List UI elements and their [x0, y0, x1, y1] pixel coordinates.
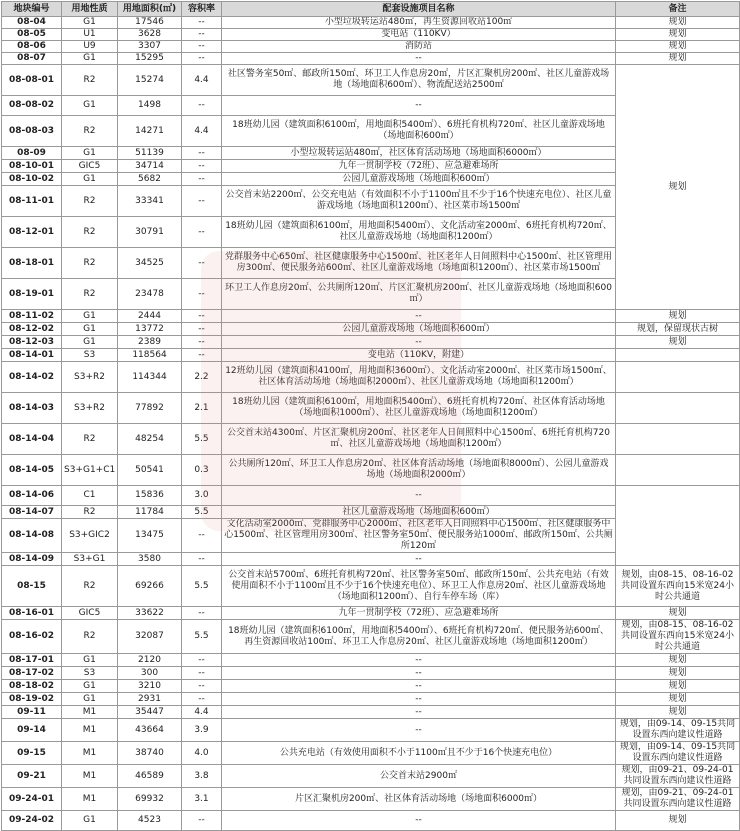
cell-note	[616, 349, 740, 362]
cell-note: 规划	[616, 310, 740, 323]
cell-facilities: 九年一贯制学校（72班）、应急避难场所	[222, 607, 616, 620]
table-row	[2, 486, 740, 506]
cell-id: 09-15	[2, 742, 62, 765]
cell-facilities: 消防站	[222, 41, 616, 53]
cell-area: 13475	[118, 519, 182, 553]
cell-area: 3628	[118, 29, 182, 41]
cell-far: 5.5	[182, 506, 222, 519]
cell-use: GIC5	[62, 160, 118, 173]
cell-facilities: 公交首末站2900㎡	[222, 765, 616, 788]
cell-far: --	[182, 186, 222, 217]
facilities-table	[1, 1, 740, 831]
cell-note	[616, 362, 740, 393]
cell-id: 08-06	[2, 41, 62, 53]
cell-id: 08-14-02	[2, 362, 62, 393]
cell-area: 3307	[118, 41, 182, 53]
table-row	[2, 788, 740, 811]
cell-id: 09-24-02	[2, 811, 62, 831]
cell-note: 规划	[616, 680, 740, 693]
header-far: 容积率	[182, 2, 222, 17]
table-row	[2, 424, 740, 455]
cell-area: 118564	[118, 349, 182, 362]
table-row	[2, 17, 740, 29]
cell-facilities: --	[222, 310, 616, 323]
cell-note: 规划，由09-14、09-15共同设置东西向建议性道路	[616, 719, 740, 742]
cell-area: 4523	[118, 811, 182, 831]
cell-facilities: 社区警务室50㎡、邮政所150㎡、环卫工人作息房20㎡，片区汇聚机房200㎡、社区儿童游戏场地（场地面积600㎡）、物流配送站2500㎡	[222, 65, 616, 96]
cell-use: GIC5	[62, 607, 118, 620]
table-row	[2, 680, 740, 693]
table-row	[2, 393, 740, 424]
cell-use: R2	[62, 506, 118, 519]
cell-facilities: --	[222, 680, 616, 693]
cell-far: --	[182, 323, 222, 336]
cell-id: 08-11-01	[2, 186, 62, 217]
cell-far: --	[182, 519, 222, 553]
cell-far: 3.0	[182, 486, 222, 506]
cell-note: 规划	[616, 17, 740, 29]
cell-area: 15836	[118, 486, 182, 506]
cell-far: --	[182, 667, 222, 680]
cell-far: --	[182, 29, 222, 41]
cell-use: U1	[62, 29, 118, 41]
cell-id: 08-15	[2, 566, 62, 607]
cell-id: 08-08-02	[2, 96, 62, 116]
table-row	[2, 706, 740, 719]
cell-facilities: 公园儿童游戏场地（场地面积600㎡）	[222, 323, 616, 336]
cell-facilities: 公园儿童游戏场地（场地面积600㎡）	[222, 173, 616, 186]
cell-note: 规划	[616, 29, 740, 41]
cell-far: 4.0	[182, 742, 222, 765]
cell-area: 34525	[118, 248, 182, 279]
cell-far: --	[182, 279, 222, 310]
cell-note: 规划	[616, 607, 740, 620]
cell-far: 3.9	[182, 719, 222, 742]
header-use: 用地性质	[62, 2, 118, 17]
cell-facilities: --	[222, 96, 616, 116]
cell-note: 规划，由09-14、09-15共同设置东西向建议性道路	[616, 742, 740, 765]
cell-far: 5.5	[182, 424, 222, 455]
cell-area: 300	[118, 667, 182, 680]
cell-id: 08-19-01	[2, 279, 62, 310]
cell-use: G1	[62, 680, 118, 693]
table-row	[2, 349, 740, 362]
cell-far: 0.3	[182, 455, 222, 486]
cell-id: 09-24-01	[2, 788, 62, 811]
cell-note	[616, 424, 740, 455]
cell-facilities: 公共厕所120㎡、环卫工人作息房20㎡、社区体育活动场地（场地面积8000㎡）、公园儿童游戏场地（场地面积2000㎡）	[222, 455, 616, 486]
cell-area: 114344	[118, 362, 182, 393]
cell-id: 08-10-02	[2, 173, 62, 186]
cell-id: 08-19-02	[2, 693, 62, 706]
cell-facilities: 片区汇聚机房200㎡、社区体育活动场地（场地面积6000㎡）	[222, 788, 616, 811]
table-row	[2, 29, 740, 41]
cell-facilities: --	[222, 811, 616, 831]
cell-area: 33341	[118, 186, 182, 217]
cell-id: 08-18-01	[2, 248, 62, 279]
cell-far: --	[182, 248, 222, 279]
cell-id: 08-11-02	[2, 310, 62, 323]
cell-far: 4.4	[182, 116, 222, 147]
cell-area: 2389	[118, 336, 182, 349]
cell-area: 32087	[118, 620, 182, 654]
cell-far: --	[182, 173, 222, 186]
cell-far: --	[182, 654, 222, 667]
table-row	[2, 607, 740, 620]
cell-facilities: 小型垃圾转运站480㎡，再生资源回收站100㎡	[222, 17, 616, 29]
cell-far: 3.1	[182, 788, 222, 811]
cell-facilities: 九年一贯制学校（72班）、应急避难场所	[222, 160, 616, 173]
cell-far: 2.2	[182, 362, 222, 393]
table-row	[2, 41, 740, 53]
cell-facilities: 公共充电站（有效使用面积不小于1100㎡且不少于16个快速充电位）	[222, 742, 616, 765]
table-row	[2, 620, 740, 654]
table-row	[2, 566, 740, 607]
cell-id: 08-17-02	[2, 667, 62, 680]
cell-id: 08-14-01	[2, 349, 62, 362]
cell-id: 08-14-05	[2, 455, 62, 486]
cell-area: 34714	[118, 160, 182, 173]
cell-use: G1	[62, 654, 118, 667]
cell-facilities: 党群服务中心650㎡、社区健康服务中心1500㎡、社区老年人日间照料中心1500㎡、社区管理用房300㎡、便民服务站600㎡、社区儿童游戏场地（场地面积1200㎡）、社区菜市场1500㎡	[222, 248, 616, 279]
cell-use: S3	[62, 667, 118, 680]
cell-note: 规划，由08-15、08-16-02共同设置东西向15米宽24小时公共通道	[616, 566, 740, 607]
cell-use: C1	[62, 486, 118, 506]
cell-area: 48254	[118, 424, 182, 455]
cell-facilities: 环卫工人作息房20㎡、公共厕所120㎡、片区汇聚机房200㎡、社区儿童游戏场地（场地面积600㎡）	[222, 279, 616, 310]
cell-facilities: 社区儿童游戏场地（场地面积600㎡）	[222, 506, 616, 519]
cell-area: 2120	[118, 654, 182, 667]
cell-facilities: 18班幼儿园（建筑面积6100㎡，用地面积5400㎡）、6班托育机构720㎡、社区儿童游戏场地（场地面积600㎡）	[222, 116, 616, 147]
cell-use: U9	[62, 41, 118, 53]
cell-use: S3+R2	[62, 393, 118, 424]
cell-facilities: 18班幼儿园（建筑面积6100㎡，用地面积5400㎡）、6班托育机构720㎡、社区体育活动场地（场地面积1000㎡）、社区儿童游戏场地（场地面积1200㎡）	[222, 393, 616, 424]
cell-note: 规划，由08-15、08-16-02共同设置东西向15米宽24小时公共通道	[616, 620, 740, 654]
cell-area: 23478	[118, 279, 182, 310]
table-row	[2, 811, 740, 831]
cell-area: 69266	[118, 566, 182, 607]
cell-id: 08-14-09	[2, 553, 62, 566]
cell-facilities: 小型垃圾转运站480㎡，社区体育活动场地（场地面积6000㎡）	[222, 147, 616, 160]
header-row	[2, 2, 740, 17]
cell-far: --	[182, 17, 222, 29]
cell-far: --	[182, 336, 222, 349]
cell-use: R2	[62, 186, 118, 217]
cell-facilities: --	[222, 553, 616, 566]
cell-far: --	[182, 53, 222, 65]
cell-facilities: --	[222, 336, 616, 349]
cell-note: 规划，由09-21、09-24-01共同设置东西向建议性道路	[616, 765, 740, 788]
cell-area: 14271	[118, 116, 182, 147]
cell-far: 5.5	[182, 620, 222, 654]
cell-area: 30791	[118, 217, 182, 248]
cell-facilities: 变电站（110KV）	[222, 29, 616, 41]
table-row	[2, 654, 740, 667]
cell-use: R2	[62, 279, 118, 310]
cell-area: 33622	[118, 607, 182, 620]
header-area: 用地面积(㎡)	[118, 2, 182, 17]
cell-id: 08-14-06	[2, 486, 62, 506]
cell-far: --	[182, 693, 222, 706]
cell-facilities: 18班幼儿园（建筑面积6100㎡，用地面积5400㎡）、6班托育机构720㎡、便民服务站600㎡、再生资源回收站100㎡、环卫工人作息房20㎡、社区儿童游戏场地（场地面积1200㎡）	[222, 620, 616, 654]
cell-id: 08-14-04	[2, 424, 62, 455]
cell-note: 规划	[616, 693, 740, 706]
cell-note: 规划	[616, 65, 740, 310]
table-row	[2, 719, 740, 742]
cell-note: 规划	[616, 667, 740, 680]
cell-note	[616, 455, 740, 486]
header-note: 备注	[616, 2, 740, 17]
cell-id: 08-18-02	[2, 680, 62, 693]
cell-use: R2	[62, 248, 118, 279]
cell-use: G1	[62, 96, 118, 116]
cell-use: M1	[62, 719, 118, 742]
cell-note	[616, 486, 740, 566]
cell-id: 08-16-01	[2, 607, 62, 620]
cell-area: 13772	[118, 323, 182, 336]
cell-use: G1	[62, 17, 118, 29]
cell-use: M1	[62, 765, 118, 788]
cell-far: --	[182, 680, 222, 693]
cell-use: R2	[62, 566, 118, 607]
header-id: 地块编号	[2, 2, 62, 17]
cell-id: 08-12-02	[2, 323, 62, 336]
cell-far: --	[182, 147, 222, 160]
cell-area: 50541	[118, 455, 182, 486]
cell-facilities: --	[222, 654, 616, 667]
cell-facilities: 18班幼儿园（建筑面积6100㎡，用地面积5400㎡）、文化活动室2000㎡、6班托育机构720㎡、社区儿童游戏场地（场地面积1200㎡）	[222, 217, 616, 248]
cell-area: 3210	[118, 680, 182, 693]
cell-far: --	[182, 160, 222, 173]
cell-far: 3.8	[182, 765, 222, 788]
cell-use: G1	[62, 323, 118, 336]
cell-id: 08-04	[2, 17, 62, 29]
cell-note: 规划，由09-21、09-24-01共同设置东西向建议性道路	[616, 788, 740, 811]
cell-far: 5.5	[182, 566, 222, 607]
cell-use: G1	[62, 336, 118, 349]
cell-far: --	[182, 96, 222, 116]
cell-use: M1	[62, 706, 118, 719]
cell-area: 46589	[118, 765, 182, 788]
table-row	[2, 323, 740, 336]
cell-id: 08-10-01	[2, 160, 62, 173]
cell-area: 77892	[118, 393, 182, 424]
cell-id: 08-09	[2, 147, 62, 160]
cell-area: 35447	[118, 706, 182, 719]
cell-id: 09-21	[2, 765, 62, 788]
cell-use: G1	[62, 811, 118, 831]
cell-facilities: 文化活动室2000㎡、党群服务中心2000㎡、社区老年人日间照料中心1500㎡、社区健康服务中心1500㎡、社区管理用房300㎡、社区警务室50㎡、便民服务站1000㎡、邮政所150㎡、公共厕所120㎡	[222, 519, 616, 553]
cell-far: --	[182, 811, 222, 831]
cell-note	[616, 393, 740, 424]
cell-id: 08-05	[2, 29, 62, 41]
cell-note: 规划	[616, 41, 740, 53]
cell-facilities: --	[222, 486, 616, 506]
table-row	[2, 362, 740, 393]
cell-area: 3580	[118, 553, 182, 566]
cell-use: S3+GIC2	[62, 519, 118, 553]
cell-use: R2	[62, 65, 118, 96]
cell-far: --	[182, 41, 222, 53]
cell-use: S3+G1+C1	[62, 455, 118, 486]
cell-far: 4.4	[182, 65, 222, 96]
cell-far: 2.1	[182, 393, 222, 424]
cell-far: --	[182, 217, 222, 248]
cell-use: S3	[62, 349, 118, 362]
cell-id: 08-14-07	[2, 506, 62, 519]
cell-facilities: 公交首末站2200㎡、公交充电站（有效面积不小于1100㎡且不少于16个快速充电位）、社区儿童游戏场地（场地面积1200㎡）、社区菜市场1500㎡	[222, 186, 616, 217]
cell-facilities: --	[222, 706, 616, 719]
cell-id: 08-14-08	[2, 519, 62, 553]
cell-id: 08-17-01	[2, 654, 62, 667]
cell-use: R2	[62, 116, 118, 147]
table-row	[2, 667, 740, 680]
table-row	[2, 336, 740, 349]
cell-use: G1	[62, 173, 118, 186]
cell-id: 08-07	[2, 53, 62, 65]
cell-note: 规划	[616, 53, 740, 65]
cell-id: 09-11	[2, 706, 62, 719]
cell-use: M1	[62, 742, 118, 765]
cell-facilities: 公交首末站4300㎡、片区汇聚机房200㎡、社区老年人日间照料中心1500㎡、6班托育机构720㎡、社区儿童游戏场地（场地面积1200㎡）	[222, 424, 616, 455]
cell-use: R2	[62, 620, 118, 654]
cell-area: 15274	[118, 65, 182, 96]
cell-id: 08-14-03	[2, 393, 62, 424]
cell-id: 09-14	[2, 719, 62, 742]
cell-note: 规划	[616, 654, 740, 667]
cell-facilities: 变电站（110KV，附建）	[222, 349, 616, 362]
cell-note: 规划	[616, 336, 740, 349]
cell-area: 11784	[118, 506, 182, 519]
cell-use: G1	[62, 147, 118, 160]
cell-area: 15295	[118, 53, 182, 65]
cell-facilities: 公交首末站5700㎡、6班托育机构720㎡、社区警务室50㎡、邮政所150㎡、公共充电站（有效使用面积不小于1100㎡且不少于16个快速充电位）、环卫工人作息房20㎡、社区儿童游戏场地（场地面积1200㎡）、自行车停车场（库）	[222, 566, 616, 607]
table-row	[2, 455, 740, 486]
cell-note: 规划	[616, 811, 740, 831]
table-row	[2, 742, 740, 765]
cell-far: --	[182, 310, 222, 323]
cell-far: 4.4	[182, 706, 222, 719]
cell-area: 17546	[118, 17, 182, 29]
cell-area: 38740	[118, 742, 182, 765]
cell-use: G1	[62, 310, 118, 323]
cell-use: G1	[62, 693, 118, 706]
cell-facilities: --	[222, 719, 616, 742]
cell-facilities: --	[222, 693, 616, 706]
cell-far: --	[182, 553, 222, 566]
cell-area: 2931	[118, 693, 182, 706]
cell-id: 08-12-01	[2, 217, 62, 248]
table-row	[2, 310, 740, 323]
cell-use: R2	[62, 217, 118, 248]
cell-id: 08-08-03	[2, 116, 62, 147]
cell-note: 规划，保留现状古树	[616, 323, 740, 336]
cell-facilities: 12班幼儿园（建筑面积4100㎡，用地面积3600㎡）、文化活动室2000㎡、社区菜市场1500㎡、社区体育活动场地（场地面积2000㎡）、社区儿童游戏场地（场地面积1200㎡）	[222, 362, 616, 393]
cell-id: 08-16-02	[2, 620, 62, 654]
cell-area: 51139	[118, 147, 182, 160]
cell-area: 2444	[118, 310, 182, 323]
cell-area: 5682	[118, 173, 182, 186]
cell-id: 08-08-01	[2, 65, 62, 96]
cell-use: S3+G1	[62, 553, 118, 566]
cell-facilities: --	[222, 667, 616, 680]
cell-area: 1498	[118, 96, 182, 116]
page	[1, 1, 739, 825]
cell-far: --	[182, 349, 222, 362]
cell-note: 规划	[616, 706, 740, 719]
cell-far: --	[182, 607, 222, 620]
table-row	[2, 693, 740, 706]
cell-area: 43664	[118, 719, 182, 742]
cell-id: 08-12-03	[2, 336, 62, 349]
cell-use: G1	[62, 53, 118, 65]
table-row	[2, 765, 740, 788]
header-facilities: 配套设施项目名称	[222, 2, 616, 17]
table-row	[2, 65, 740, 96]
table-row	[2, 53, 740, 65]
cell-facilities: --	[222, 53, 616, 65]
cell-use: S3+R2	[62, 362, 118, 393]
cell-use: R2	[62, 424, 118, 455]
cell-area: 69932	[118, 788, 182, 811]
cell-use: M1	[62, 788, 118, 811]
table-body	[2, 17, 740, 831]
